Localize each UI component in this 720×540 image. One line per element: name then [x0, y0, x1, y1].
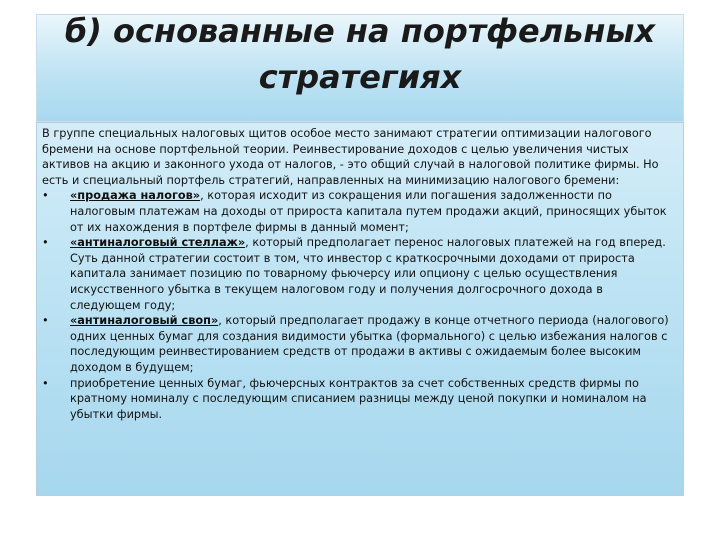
- list-item: [42, 235, 676, 313]
- item-term: «антиналоговый своп»: [70, 314, 219, 328]
- list-item: [42, 188, 676, 235]
- bullet-icon: •: [42, 189, 49, 203]
- intro-paragraph: В группе специальных налоговых щитов особое место занимают стратегии оптимизации налогового бремени на основе портфельной теории. Реинвестирование доходов с целью увеличения чистых активов на акцию и законного ухода от налогов, - это общий случай в налоговой политике фирмы. Но есть и специальный портфель стратегий, направленных на минимизацию налогового бремени:: [42, 127, 659, 187]
- bullet-icon: •: [42, 236, 49, 250]
- title-line-1: б) основанные на портфельных: [64, 12, 656, 50]
- content-body: [42, 126, 676, 422]
- list-item: [42, 313, 676, 375]
- item-text: , который предполагает перенос налоговых платежей на год вперед. Суть данной стратегии состоит в том, что инвестор с краткосрочными доходами от прироста капитала занимает позицию по товарному фьючерсу или опциону с целью осуществления искусственного убытка в текущем налоговом году и получения долгосрочного дохода в следующем году;: [70, 236, 666, 312]
- item-term: «продажа налогов»: [70, 189, 201, 203]
- slide-title: [36, 8, 684, 100]
- list-item: [42, 376, 676, 423]
- bullet-icon: •: [42, 314, 49, 328]
- item-text: , который предполагает продажу в конце отчетного периода (налогового) одних ценных бумаг для создания видимости убытка (формального) с целью избежания налогов с последующим реинвестированием средств от продажи в активы с ожидаемым более высоким доходом в будущем;: [70, 314, 669, 374]
- item-text: , которая исходит из сокращения или погашения задолженности по налоговым платежам на доходы от прироста капитала путем продажи акций, приносящих убыток от их нахождения в портфеле фирмы в данный момент;: [70, 189, 667, 234]
- bullet-icon: •: [42, 376, 49, 390]
- item-term: «антиналоговый стеллаж»: [70, 236, 246, 250]
- item-text: приобретение ценных бумаг, фьючерсных контрактов за счет собственных средств фирмы по кратному номиналу с последующим списанием разницы между ценой покупки и номиналом на убытки фирмы.: [70, 376, 647, 421]
- strategy-list: [42, 188, 676, 422]
- title-line-2: стратегиях: [258, 58, 462, 96]
